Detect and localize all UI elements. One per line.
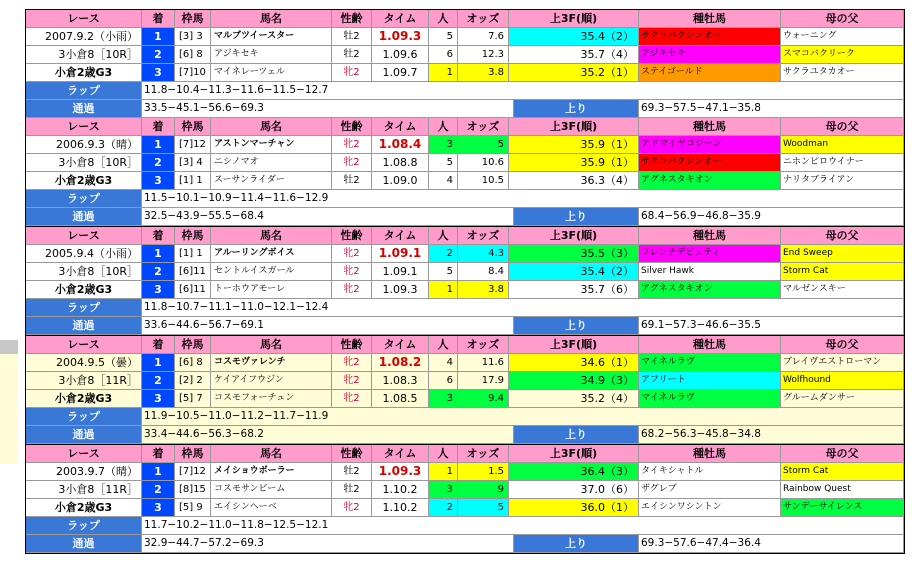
popularity: 1 xyxy=(429,281,458,299)
finish-position: 2 xyxy=(142,263,175,281)
horse-name: セントルイスガール xyxy=(211,263,332,281)
race-info-date: 2006.9.3（晴） xyxy=(26,136,142,154)
header-last3f: 上3F(順) xyxy=(509,227,639,245)
sire: ステイゴールド xyxy=(639,64,781,82)
header-sire: 種牡馬 xyxy=(639,227,781,245)
dam-sire: ウォーニング xyxy=(781,28,904,46)
header-race: レース xyxy=(26,445,142,463)
agari-times: 69.1−57.3−46.6−35.5 xyxy=(639,317,904,335)
header-pos: 着 xyxy=(142,227,175,245)
popularity: 2 xyxy=(429,499,458,517)
odds: 9.4 xyxy=(458,390,509,408)
header-pop: 人 xyxy=(429,118,458,136)
dam-sire: ニホンピロウイナー xyxy=(781,154,904,172)
lap-row xyxy=(26,408,904,426)
last-3f: 35.4（2） xyxy=(509,28,639,46)
table-row xyxy=(26,245,904,263)
popularity: 5 xyxy=(429,154,458,172)
sex-age: 牝2 xyxy=(332,354,372,372)
header-pos: 着 xyxy=(142,336,175,354)
passing-label: 通過 xyxy=(26,317,142,335)
agari-times: 68.2−56.3−45.8−34.8 xyxy=(639,426,904,444)
odds: 3.8 xyxy=(458,64,509,82)
sex-age: 牝2 xyxy=(332,154,372,172)
last-3f: 35.2（1） xyxy=(509,64,639,82)
odds: 10.5 xyxy=(458,172,509,190)
sex-age: 牡2 xyxy=(332,28,372,46)
frame-number: [6] 8 xyxy=(175,354,211,372)
header-time: タイム xyxy=(372,118,429,136)
header-race: レース xyxy=(26,118,142,136)
dam-sire: Wolfhound xyxy=(781,372,904,390)
finish-position: 3 xyxy=(142,390,175,408)
passing-label: 通過 xyxy=(26,535,142,553)
header-last3f: 上3F(順) xyxy=(509,118,639,136)
lap-times: 11.8−10.7−11.1−11.0−12.1−12.4 xyxy=(142,299,904,317)
header-frame: 枠馬 xyxy=(175,227,211,245)
header-sex: 性齢 xyxy=(332,227,372,245)
frame-number: [1] 1 xyxy=(175,172,211,190)
sire: フレンチデピュティ xyxy=(639,245,781,263)
race-time: 1.09.7 xyxy=(372,64,429,82)
header-sex: 性齢 xyxy=(332,445,372,463)
popularity: 2 xyxy=(429,245,458,263)
sex-age: 牝2 xyxy=(332,245,372,263)
sire: Silver Hawk xyxy=(639,263,781,281)
sire: アジキセキ xyxy=(639,46,781,64)
frame-number: [7]12 xyxy=(175,463,211,481)
horse-name: ニシノマオ xyxy=(211,154,332,172)
table-row xyxy=(26,263,904,281)
header-frame: 枠馬 xyxy=(175,445,211,463)
race-info-date: 2004.9.5（曇） xyxy=(26,354,142,372)
header-last3f: 上3F(順) xyxy=(509,336,639,354)
sire: アグネスタキオン xyxy=(639,281,781,299)
race-block xyxy=(25,445,905,554)
lap-row xyxy=(26,190,904,208)
header-damsire: 母の父 xyxy=(781,445,904,463)
horse-name: コスモヴァレンチ xyxy=(211,354,332,372)
last-3f: 35.7（6） xyxy=(509,281,639,299)
odds: 3.8 xyxy=(458,281,509,299)
table-row xyxy=(26,154,904,172)
race-info-grade: 小倉2歳G3 xyxy=(26,281,142,299)
race-info-course: 3小倉8［11R］ xyxy=(26,372,142,390)
header-last3f: 上3F(順) xyxy=(509,10,639,28)
window-edge-strip-lower xyxy=(0,354,18,464)
header-damsire: 母の父 xyxy=(781,118,904,136)
header-sex: 性齢 xyxy=(332,118,372,136)
frame-number: [7]10 xyxy=(175,64,211,82)
race-time: 1.09.1 xyxy=(372,245,429,263)
race-results-table xyxy=(25,9,905,554)
passing-row xyxy=(26,208,904,227)
passing-label: 通過 xyxy=(26,426,142,444)
finish-position: 2 xyxy=(142,154,175,172)
race-info-grade: 小倉2歳G3 xyxy=(26,390,142,408)
passing-times: 33.5−45.1−56.6−69.3 xyxy=(142,100,514,118)
dam-sire: サンデーサイレンス xyxy=(781,499,904,517)
odds: 9 xyxy=(458,481,509,499)
agari-label: 上り xyxy=(514,535,639,553)
header-sex: 性齢 xyxy=(332,10,372,28)
race-info-grade: 小倉2歳G3 xyxy=(26,499,142,517)
sire: エイシンワシントン xyxy=(639,499,781,517)
header-damsire: 母の父 xyxy=(781,10,904,28)
lap-label: ラップ xyxy=(26,82,142,100)
table-row xyxy=(26,463,904,481)
dam-sire: End Sweep xyxy=(781,245,904,263)
dam-sire: ナリタブライアン xyxy=(781,172,904,190)
passing-row xyxy=(26,317,904,336)
last-3f: 34.9（3） xyxy=(509,372,639,390)
horse-name: アストンマーチャン xyxy=(211,136,332,154)
header-row xyxy=(26,227,904,245)
header-row xyxy=(26,445,904,463)
header-time: タイム xyxy=(372,10,429,28)
horse-name: アジキセキ xyxy=(211,46,332,64)
passing-row xyxy=(26,100,904,119)
header-pop: 人 xyxy=(429,10,458,28)
odds: 8.4 xyxy=(458,263,509,281)
sex-age: 牝2 xyxy=(332,64,372,82)
race-info-course: 3小倉8［10R］ xyxy=(26,46,142,64)
horse-name: マルブツイースター xyxy=(211,28,332,46)
odds: 11.6 xyxy=(458,354,509,372)
header-odds: オッズ xyxy=(458,118,509,136)
sex-age: 牝2 xyxy=(332,263,372,281)
race-time: 1.10.2 xyxy=(372,481,429,499)
header-frame: 枠馬 xyxy=(175,336,211,354)
finish-position: 3 xyxy=(142,172,175,190)
finish-position: 3 xyxy=(142,499,175,517)
popularity: 6 xyxy=(429,46,458,64)
dam-sire: マルゼンスキー xyxy=(781,281,904,299)
header-pos: 着 xyxy=(142,10,175,28)
frame-number: [7]12 xyxy=(175,136,211,154)
header-pos: 着 xyxy=(142,445,175,463)
dam-sire: Storm Cat xyxy=(781,463,904,481)
dam-sire: Storm Cat xyxy=(781,263,904,281)
header-race: レース xyxy=(26,10,142,28)
lap-times: 11.9−10.5−11.0−11.2−11.7−11.9 xyxy=(142,408,904,426)
header-time: タイム xyxy=(372,336,429,354)
sex-age: 牝2 xyxy=(332,281,372,299)
frame-number: [5] 9 xyxy=(175,499,211,517)
header-race: レース xyxy=(26,227,142,245)
finish-position: 1 xyxy=(142,136,175,154)
odds: 4.3 xyxy=(458,245,509,263)
lap-times: 11.5−10.1−10.9−11.4−11.6−12.9 xyxy=(142,190,904,208)
finish-position: 1 xyxy=(142,463,175,481)
passing-row xyxy=(26,535,904,554)
finish-position: 1 xyxy=(142,245,175,263)
header-odds: オッズ xyxy=(458,227,509,245)
header-race: レース xyxy=(26,336,142,354)
finish-position: 2 xyxy=(142,372,175,390)
lap-label: ラップ xyxy=(26,190,142,208)
frame-number: [1] 1 xyxy=(175,245,211,263)
last-3f: 35.9（1） xyxy=(509,136,639,154)
header-row xyxy=(26,336,904,354)
table-row xyxy=(26,46,904,64)
race-time: 1.09.6 xyxy=(372,46,429,64)
passing-label: 通過 xyxy=(26,100,142,118)
sire: マイネルラヴ xyxy=(639,390,781,408)
popularity: 1 xyxy=(429,463,458,481)
last-3f: 37.0（6） xyxy=(509,481,639,499)
popularity: 5 xyxy=(429,263,458,281)
table-row xyxy=(26,64,904,82)
header-damsire: 母の父 xyxy=(781,336,904,354)
race-block xyxy=(25,118,905,227)
sex-age: 牡2 xyxy=(332,46,372,64)
sex-age: 牝2 xyxy=(332,499,372,517)
passing-label: 通過 xyxy=(26,208,142,226)
sex-age: 牝2 xyxy=(332,390,372,408)
race-info-date: 2005.9.4（小雨） xyxy=(26,245,142,263)
header-damsire: 母の父 xyxy=(781,227,904,245)
header-pos: 着 xyxy=(142,118,175,136)
sex-age: 牡2 xyxy=(332,172,372,190)
finish-position: 2 xyxy=(142,481,175,499)
race-time: 1.08.8 xyxy=(372,154,429,172)
frame-number: [2] 2 xyxy=(175,372,211,390)
sire: ザグレブ xyxy=(639,481,781,499)
race-block xyxy=(25,336,905,445)
odds: 1.5 xyxy=(458,463,509,481)
passing-times: 32.5−43.9−55.5−68.4 xyxy=(142,208,514,226)
lap-row xyxy=(26,517,904,535)
horse-name: マイネレーツェル xyxy=(211,64,332,82)
dam-sire: スマコバクリーク xyxy=(781,46,904,64)
header-last3f: 上3F(順) xyxy=(509,445,639,463)
odds: 7.6 xyxy=(458,28,509,46)
finish-position: 1 xyxy=(142,28,175,46)
last-3f: 36.4（3） xyxy=(509,463,639,481)
table-row xyxy=(26,372,904,390)
window-edge-strip xyxy=(0,340,18,354)
table-row xyxy=(26,354,904,372)
last-3f: 35.4（2） xyxy=(509,263,639,281)
sire: アドマイヤコジーン xyxy=(639,136,781,154)
agari-times: 68.4−56.9−46.8−35.9 xyxy=(639,208,904,226)
last-3f: 35.7（4） xyxy=(509,46,639,64)
sex-age: 牝2 xyxy=(332,136,372,154)
horse-name: コスモフォーチュン xyxy=(211,390,332,408)
last-3f: 35.5（3） xyxy=(509,245,639,263)
odds: 5 xyxy=(458,136,509,154)
frame-number: [6]11 xyxy=(175,281,211,299)
race-time: 1.08.5 xyxy=(372,390,429,408)
sire: サクラバクシンオー xyxy=(639,154,781,172)
header-pop: 人 xyxy=(429,227,458,245)
table-row xyxy=(26,499,904,517)
table-row xyxy=(26,281,904,299)
race-time: 1.08.2 xyxy=(372,354,429,372)
race-time: 1.09.3 xyxy=(372,281,429,299)
header-sire: 種牡馬 xyxy=(639,10,781,28)
lap-times: 11.8−10.4−11.3−11.6−11.5−12.7 xyxy=(142,82,904,100)
header-time: タイム xyxy=(372,445,429,463)
sire: マイネルラヴ xyxy=(639,354,781,372)
header-sex: 性齢 xyxy=(332,336,372,354)
header-odds: オッズ xyxy=(458,10,509,28)
sex-age: 牝2 xyxy=(332,372,372,390)
dam-sire: Rainbow Quest xyxy=(781,481,904,499)
race-time: 1.10.2 xyxy=(372,499,429,517)
dam-sire: サクラユタカオー xyxy=(781,64,904,82)
header-row xyxy=(26,118,904,136)
lap-row xyxy=(26,299,904,317)
horse-name: トーホウアモーレ xyxy=(211,281,332,299)
popularity: 1 xyxy=(429,64,458,82)
last-3f: 35.9（1） xyxy=(509,154,639,172)
agari-label: 上り xyxy=(514,317,639,335)
lap-label: ラップ xyxy=(26,408,142,426)
frame-number: [5] 7 xyxy=(175,390,211,408)
horse-name: エイシンヘーベ xyxy=(211,499,332,517)
agari-label: 上り xyxy=(514,208,639,226)
horse-name: スーサンライダー xyxy=(211,172,332,190)
agari-times: 69.3−57.5−47.1−35.8 xyxy=(639,100,904,118)
header-frame: 枠馬 xyxy=(175,10,211,28)
horse-name: ケイアイフウジン xyxy=(211,372,332,390)
agari-label: 上り xyxy=(514,100,639,118)
table-row xyxy=(26,390,904,408)
horse-name: アルーリングボイス xyxy=(211,245,332,263)
last-3f: 34.6（1） xyxy=(509,354,639,372)
header-row xyxy=(26,10,904,28)
popularity: 4 xyxy=(429,354,458,372)
race-info-grade: 小倉2歳G3 xyxy=(26,64,142,82)
popularity: 5 xyxy=(429,28,458,46)
header-odds: オッズ xyxy=(458,336,509,354)
popularity: 3 xyxy=(429,390,458,408)
lap-label: ラップ xyxy=(26,517,142,535)
finish-position: 2 xyxy=(142,46,175,64)
horse-name: メイショウボーラー xyxy=(211,463,332,481)
lap-label: ラップ xyxy=(26,299,142,317)
header-horse: 馬名 xyxy=(211,227,332,245)
sire: サクラバクシンオー xyxy=(639,28,781,46)
odds: 10.6 xyxy=(458,154,509,172)
race-time: 1.08.3 xyxy=(372,372,429,390)
sex-age: 牡2 xyxy=(332,463,372,481)
frame-number: [6] 8 xyxy=(175,46,211,64)
popularity: 3 xyxy=(429,481,458,499)
table-row xyxy=(26,172,904,190)
race-info-grade: 小倉2歳G3 xyxy=(26,172,142,190)
horse-name: コスモサンビーム xyxy=(211,481,332,499)
frame-number: [3] 3 xyxy=(175,28,211,46)
sire: アフリート xyxy=(639,372,781,390)
header-sire: 種牡馬 xyxy=(639,445,781,463)
passing-row xyxy=(26,426,904,445)
header-horse: 馬名 xyxy=(211,445,332,463)
dam-sire: グルームダンサー xyxy=(781,390,904,408)
lap-times: 11.7−10.2−11.0−11.8−12.5−12.1 xyxy=(142,517,904,535)
dam-sire: ブレイヴエストローマン xyxy=(781,354,904,372)
header-odds: オッズ xyxy=(458,445,509,463)
header-pop: 人 xyxy=(429,445,458,463)
sex-age: 牡2 xyxy=(332,481,372,499)
finish-position: 1 xyxy=(142,354,175,372)
race-info-course: 3小倉8［10R］ xyxy=(26,263,142,281)
dam-sire: Woodman xyxy=(781,136,904,154)
odds: 17.9 xyxy=(458,372,509,390)
passing-times: 32.9−44.7−57.2−69.3 xyxy=(142,535,514,553)
finish-position: 3 xyxy=(142,281,175,299)
table-row xyxy=(26,28,904,46)
race-block xyxy=(25,227,905,336)
race-time: 1.09.0 xyxy=(372,172,429,190)
odds: 12.3 xyxy=(458,46,509,64)
header-pop: 人 xyxy=(429,336,458,354)
popularity: 3 xyxy=(429,136,458,154)
race-info-course: 3小倉8［10R］ xyxy=(26,154,142,172)
odds: 5 xyxy=(458,499,509,517)
header-horse: 馬名 xyxy=(211,10,332,28)
race-time: 1.09.3 xyxy=(372,463,429,481)
last-3f: 35.2（4） xyxy=(509,390,639,408)
race-info-date: 2003.9.7（晴） xyxy=(26,463,142,481)
frame-number: [6]11 xyxy=(175,263,211,281)
last-3f: 36.3（4） xyxy=(509,172,639,190)
agari-label: 上り xyxy=(514,426,639,444)
sire: タイキシャトル xyxy=(639,463,781,481)
header-horse: 馬名 xyxy=(211,336,332,354)
passing-times: 33.4−44.6−56.3−68.2 xyxy=(142,426,514,444)
last-3f: 36.0（1） xyxy=(509,499,639,517)
agari-times: 69.3−57.6−47.4−36.4 xyxy=(639,535,904,553)
header-frame: 枠馬 xyxy=(175,118,211,136)
race-info-date: 2007.9.2（小雨） xyxy=(26,28,142,46)
header-sire: 種牡馬 xyxy=(639,336,781,354)
header-sire: 種牡馬 xyxy=(639,118,781,136)
frame-number: [3] 4 xyxy=(175,154,211,172)
popularity: 6 xyxy=(429,372,458,390)
race-info-course: 3小倉8［11R］ xyxy=(26,481,142,499)
race-time: 1.08.4 xyxy=(372,136,429,154)
passing-times: 33.6−44.6−56.7−69.1 xyxy=(142,317,514,335)
sire: アグネスタキオン xyxy=(639,172,781,190)
race-time: 1.09.3 xyxy=(372,28,429,46)
finish-position: 3 xyxy=(142,64,175,82)
table-row xyxy=(26,136,904,154)
race-time: 1.09.1 xyxy=(372,263,429,281)
header-horse: 馬名 xyxy=(211,118,332,136)
header-time: タイム xyxy=(372,227,429,245)
race-block xyxy=(25,9,905,118)
popularity: 4 xyxy=(429,172,458,190)
lap-row xyxy=(26,82,904,100)
table-row xyxy=(26,481,904,499)
frame-number: [8]15 xyxy=(175,481,211,499)
